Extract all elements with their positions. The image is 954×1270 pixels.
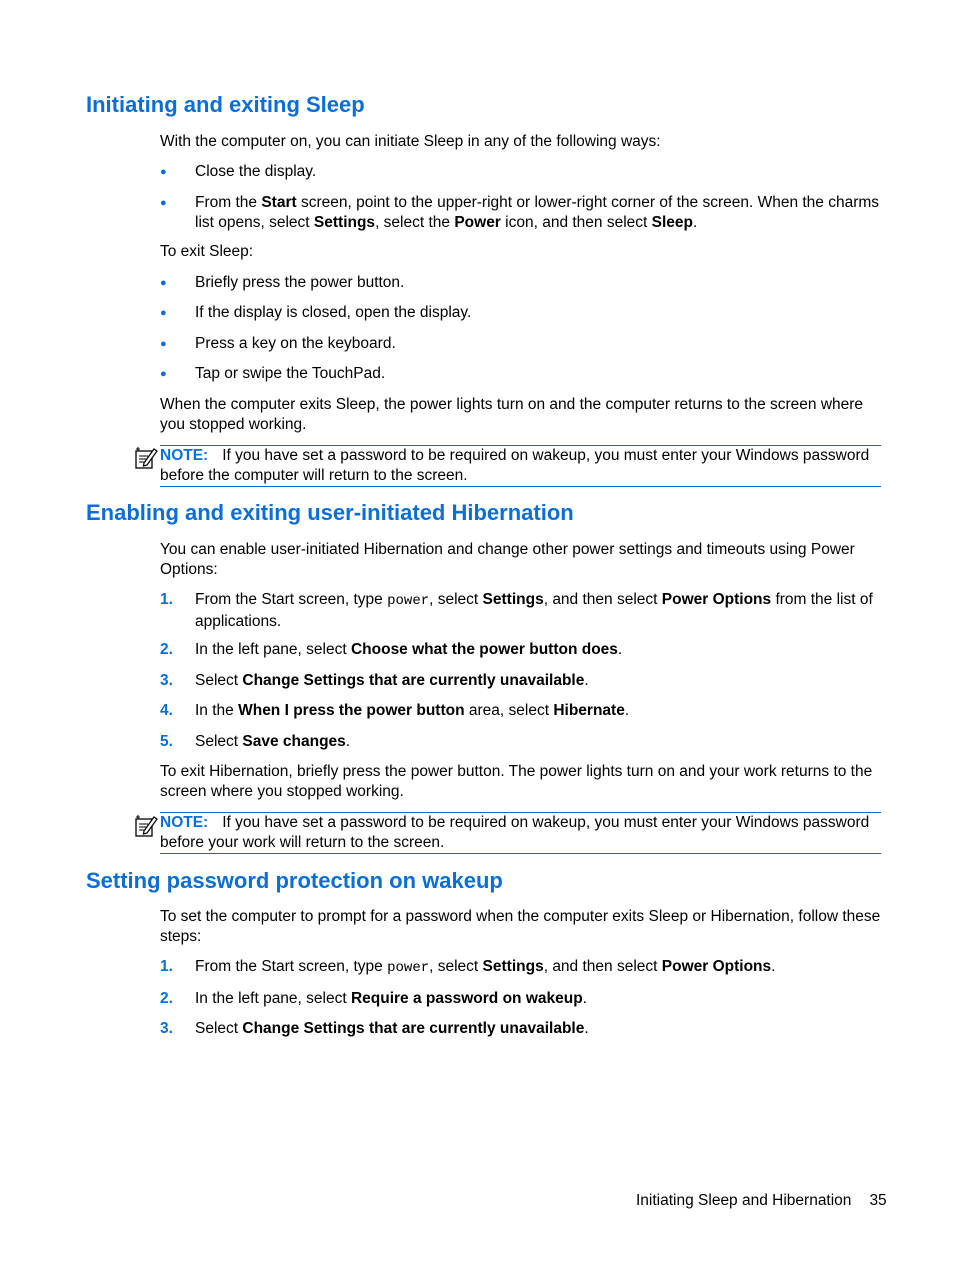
list-item bbox=[160, 273, 884, 293]
paragraph-exit-sleep: To exit Sleep: bbox=[160, 243, 254, 260]
bullet-icon: ● bbox=[160, 368, 167, 380]
list-item-text: From the Start screen, point to the upper-right or lower-right corner of the screen. When the charms list opens, select Settings, select the Power icon, and then select Sleep. bbox=[195, 194, 880, 231]
paragraph-password-intro: To set the computer to prompt for a password when the computer exits Sleep or Hibernation, follow these steps: bbox=[160, 908, 881, 945]
bullet-icon: ● bbox=[160, 166, 167, 178]
list-item bbox=[160, 957, 884, 979]
list-item-text: Select Change Settings that are currently unavailable. bbox=[195, 672, 589, 689]
bullet-icon: ● bbox=[160, 338, 167, 350]
list-item-text: From the Start screen, type power, select Settings, and then select Power Options from the list of applications. bbox=[195, 591, 873, 630]
list-item bbox=[160, 1019, 884, 1039]
paragraph-sleep-intro: With the computer on, you can initiate Sleep in any of the following ways: bbox=[160, 133, 661, 150]
step-number: 3. bbox=[160, 672, 173, 689]
list-item-text: In the left pane, select Choose what the power button does. bbox=[195, 641, 623, 658]
note-label: NOTE: bbox=[160, 814, 209, 831]
footer-title: Initiating Sleep and Hibernation bbox=[636, 1192, 852, 1209]
page-footer bbox=[636, 1192, 887, 1210]
list-item-text: Tap or swipe the TouchPad. bbox=[195, 365, 386, 382]
list-item bbox=[160, 640, 884, 660]
list-item bbox=[160, 732, 884, 752]
list-item bbox=[160, 334, 884, 354]
note-label: NOTE: bbox=[160, 447, 209, 464]
step-number: 1. bbox=[160, 958, 173, 975]
section-heading-hibernation: Enabling and exiting user-initiated Hibernation bbox=[86, 500, 574, 525]
bullet-icon: ● bbox=[160, 197, 167, 209]
bullet-icon: ● bbox=[160, 277, 167, 289]
step-number: 2. bbox=[160, 641, 173, 658]
note-icon bbox=[134, 814, 158, 838]
step-number: 1. bbox=[160, 591, 173, 608]
paragraph-hibernation-outro: To exit Hibernation, briefly press the power button. The power lights turn on and your work returns to the screen where you stopped working. bbox=[160, 763, 873, 800]
list-item-text: In the When I press the power button area, select Hibernate. bbox=[195, 702, 630, 719]
list-item-text: Briefly press the power button. bbox=[195, 274, 405, 291]
note-text: If you have set a password to be required on wakeup, you must enter your Windows password before the computer will return to the screen. bbox=[160, 447, 870, 484]
list-item-text: Press a key on the keyboard. bbox=[195, 335, 396, 352]
list-item bbox=[160, 989, 884, 1009]
list-item bbox=[160, 162, 884, 182]
list-item bbox=[160, 590, 884, 631]
section-heading-sleep: Initiating and exiting Sleep bbox=[86, 92, 365, 117]
list-item-text: Close the display. bbox=[195, 163, 317, 180]
step-number: 2. bbox=[160, 990, 173, 1007]
page-number: 35 bbox=[869, 1192, 887, 1209]
list-item bbox=[160, 303, 884, 323]
list-item bbox=[160, 701, 884, 721]
list-item-text: Select Save changes. bbox=[195, 733, 351, 750]
section-heading-password: Setting password protection on wakeup bbox=[86, 868, 503, 893]
list-item-text: If the display is closed, open the display. bbox=[195, 304, 472, 321]
list-item bbox=[160, 671, 884, 691]
list-item bbox=[160, 364, 884, 384]
step-number: 3. bbox=[160, 1020, 173, 1037]
list-item-text: In the left pane, select Require a password on wakeup. bbox=[195, 990, 587, 1007]
list-item bbox=[160, 193, 884, 232]
note-icon bbox=[134, 446, 158, 470]
step-number: 4. bbox=[160, 702, 173, 719]
bullet-icon: ● bbox=[160, 307, 167, 319]
paragraph-hibernation-intro: You can enable user-initiated Hibernation and change other power settings and timeouts using Power Options: bbox=[160, 541, 855, 578]
step-number: 5. bbox=[160, 733, 173, 750]
note-text: If you have set a password to be required on wakeup, you must enter your Windows password before your work will return to the screen. bbox=[160, 814, 870, 851]
paragraph-sleep-outro: When the computer exits Sleep, the power lights turn on and the computer returns to the screen where you stopped working. bbox=[160, 396, 864, 433]
list-item-text: Select Change Settings that are currently unavailable. bbox=[195, 1020, 589, 1037]
note-box bbox=[160, 445, 881, 487]
list-item-text: From the Start screen, type power, select Settings, and then select Power Options. bbox=[195, 958, 776, 976]
note-box bbox=[160, 812, 881, 854]
